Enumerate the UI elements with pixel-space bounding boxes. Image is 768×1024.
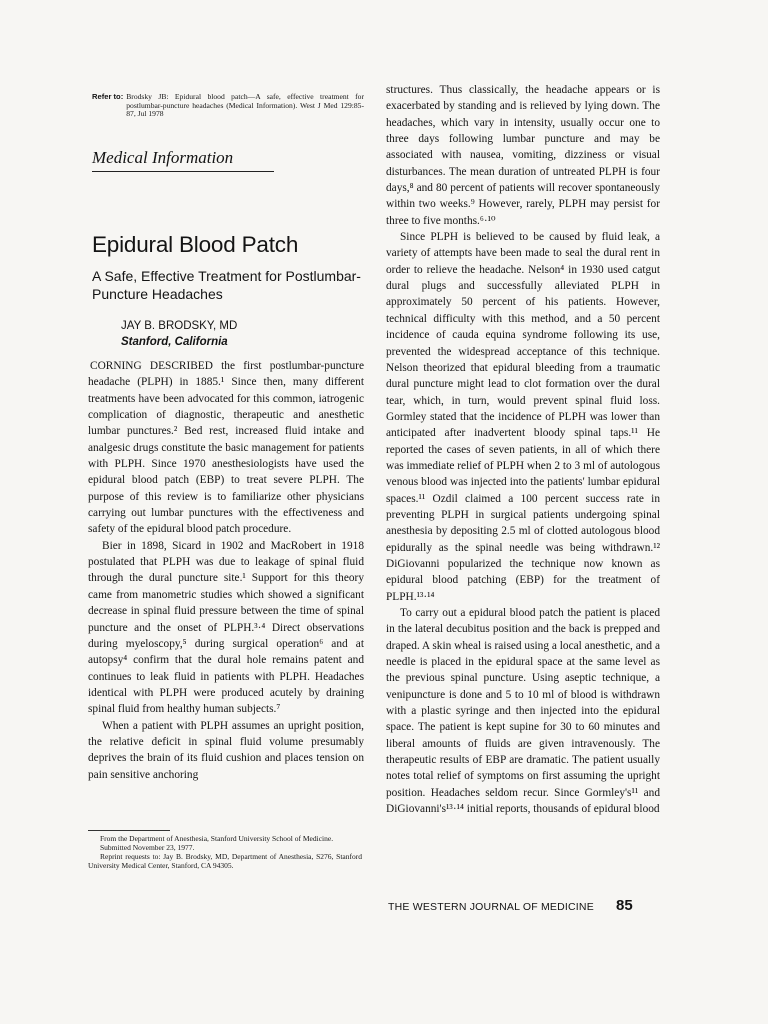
article-subtitle: A Safe, Effective Treatment for Postlumbar-Puncture Headaches bbox=[92, 268, 361, 302]
section-label: Medical Information bbox=[92, 148, 274, 172]
footnote-rule bbox=[88, 830, 170, 831]
article-title: Epidural Blood Patch bbox=[92, 232, 299, 257]
refer-label: Refer to: bbox=[92, 92, 124, 101]
paragraph: structures. Thus classically, the headache appears or is exacerbated by standing and is relieved by lying down. The headaches, which vary in intensity, usually occur one to three days following lumbar puncture and may be associated with nausea, vomiting, dizziness or visual disturbances. The mean duration of untreated PLPH is four days,⁸ and 80 percent of patients will recover spontaneously within two weeks.⁹ However, rarely, PLPH may persist for three to five months.⁶·¹⁰ bbox=[386, 84, 660, 227]
footnotes bbox=[88, 834, 362, 870]
paragraph: CORNING DESCRIBED the first postlumbar-puncture headache (PLPH) in 1885.¹ Since then, many different treatments have been advocated for this common, iatrogenic complication of diagnostic, therapeutic and anesthetic lumbar punctures.² Bed rest, increased fluid intake and analgesic drugs constitute the basic management for patients with PLPH. Since 1970 anesthesiologists have used the epidural blood patch (EBP) to treat severe PLPH. The purpose of this review is to familiarize other physicians carrying out lumbar punctures with the effectiveness and safety of the epidural blood patch procedure. bbox=[88, 360, 364, 536]
author-name: JAY B. BRODSKY, MD bbox=[121, 320, 238, 332]
left-column-body bbox=[88, 358, 364, 783]
paragraph: When a patient with PLPH assumes an upright position, the relative deficit in spinal fluid volume presumably deprives the brain of its fluid cushion and places tension on pain sensitive anchoring bbox=[88, 719, 364, 781]
paragraph: To carry out a epidural blood patch the patient is placed in the lateral decubitus position and the back is prepped and draped. A skin wheal is raised using a local anesthetic, and a needle is placed in the epidural space at the same level as the previous spinal puncture. Using aseptic technique, a venipuncture is done and 5 to 10 ml of blood is withdrawn with a plastic syringe and then injected into the epidural space. The patient is kept supine for 30 to 60 minutes and liberal amounts of fluids are given intravenously. The therapeutic results of EBP are dramatic. The patient usually notes total relief of symptoms on first assuming the upright position. Headaches seldom recur. Since Gormley's¹¹ and DiGiovanni's¹³·¹⁴ initial reports, thousands of epidural blood bbox=[386, 607, 660, 816]
author-block bbox=[121, 318, 237, 350]
right-column-body bbox=[386, 82, 660, 817]
footnote: From the Department of Anesthesia, Stanford University School of Medicine. bbox=[100, 834, 334, 843]
citation-text: Brodsky JB: Epidural blood patch—A safe, effective treatment for postlumbar-puncture headaches (Medical Information). West J Med 129:85-87, Jul 1978 bbox=[126, 92, 364, 119]
footnote: Submitted November 23, 1977. bbox=[100, 843, 195, 852]
journal-footer: THE WESTERN JOURNAL OF MEDICINE bbox=[388, 901, 594, 913]
paragraph: Since PLPH is believed to be caused by fluid leak, a variety of attempts have been made to seal the dural rent in order to relieve the headache. Nelson⁴ in 1930 used catgut dural plugs and successfully alleviated PLPH in approximately 50 percent of his patients. However, technical difficulty with this method, and a 50 percent incidence of cauda equina syndrome following its use, prevented the widespread acceptance of this technique. Nelson theorized that epidural bleeding from a traumatic dural puncture might lead to clot formation over the dural tear, which, in turn, would prevent spinal fluid loss. Gormley stated that the incidence of PLPH was lower than anticipated after inadvertent bloody spinal taps.¹¹ He reported the cases of seven patients, in all of which there was immediate relief of PLPH when 2 to 3 ml of autologous venous blood was injected into the patients' lumbar epidural spaces.¹¹ Ozdil claimed a 100 percent success rate in preventing PLPH in surgical patients undergoing spinal anesthesia by depositing 2.5 ml of clotted autologous blood epidurally as the spinal needle was being withdrawn.¹² DiGiovanni popularized the technique now known as epidural blood patching (EBP) for the treatment of PLPH.¹³·¹⁴ bbox=[386, 231, 660, 603]
citation-block bbox=[92, 93, 364, 119]
paragraph: Bier in 1898, Sicard in 1902 and MacRobert in 1918 postulated that PLPH was due to leakage of spinal fluid through the dural puncture site.¹ Support for this theory came from manometric studies which showed a significant decrease in spinal fluid pressure between the time of spinal puncture and the onset of PLPH.³·⁴ Direct observations during myeloscopy,⁵ during surgical operation⁶ and at autopsy⁴ confirm that the dural hole remains patent and continues to leak fluid in patients with PLPH. Headaches identical with PLPH were produced acutely by draining spinal fluid from healthy human subjects.⁷ bbox=[88, 539, 364, 716]
author-affiliation: Stanford, California bbox=[121, 336, 228, 348]
footnote: Reprint requests to: Jay B. Brodsky, MD, Department of Anesthesia, S276, Stanford University Medical Center, Stanford, CA 94305. bbox=[88, 852, 362, 870]
page-number: 85 bbox=[616, 897, 633, 914]
